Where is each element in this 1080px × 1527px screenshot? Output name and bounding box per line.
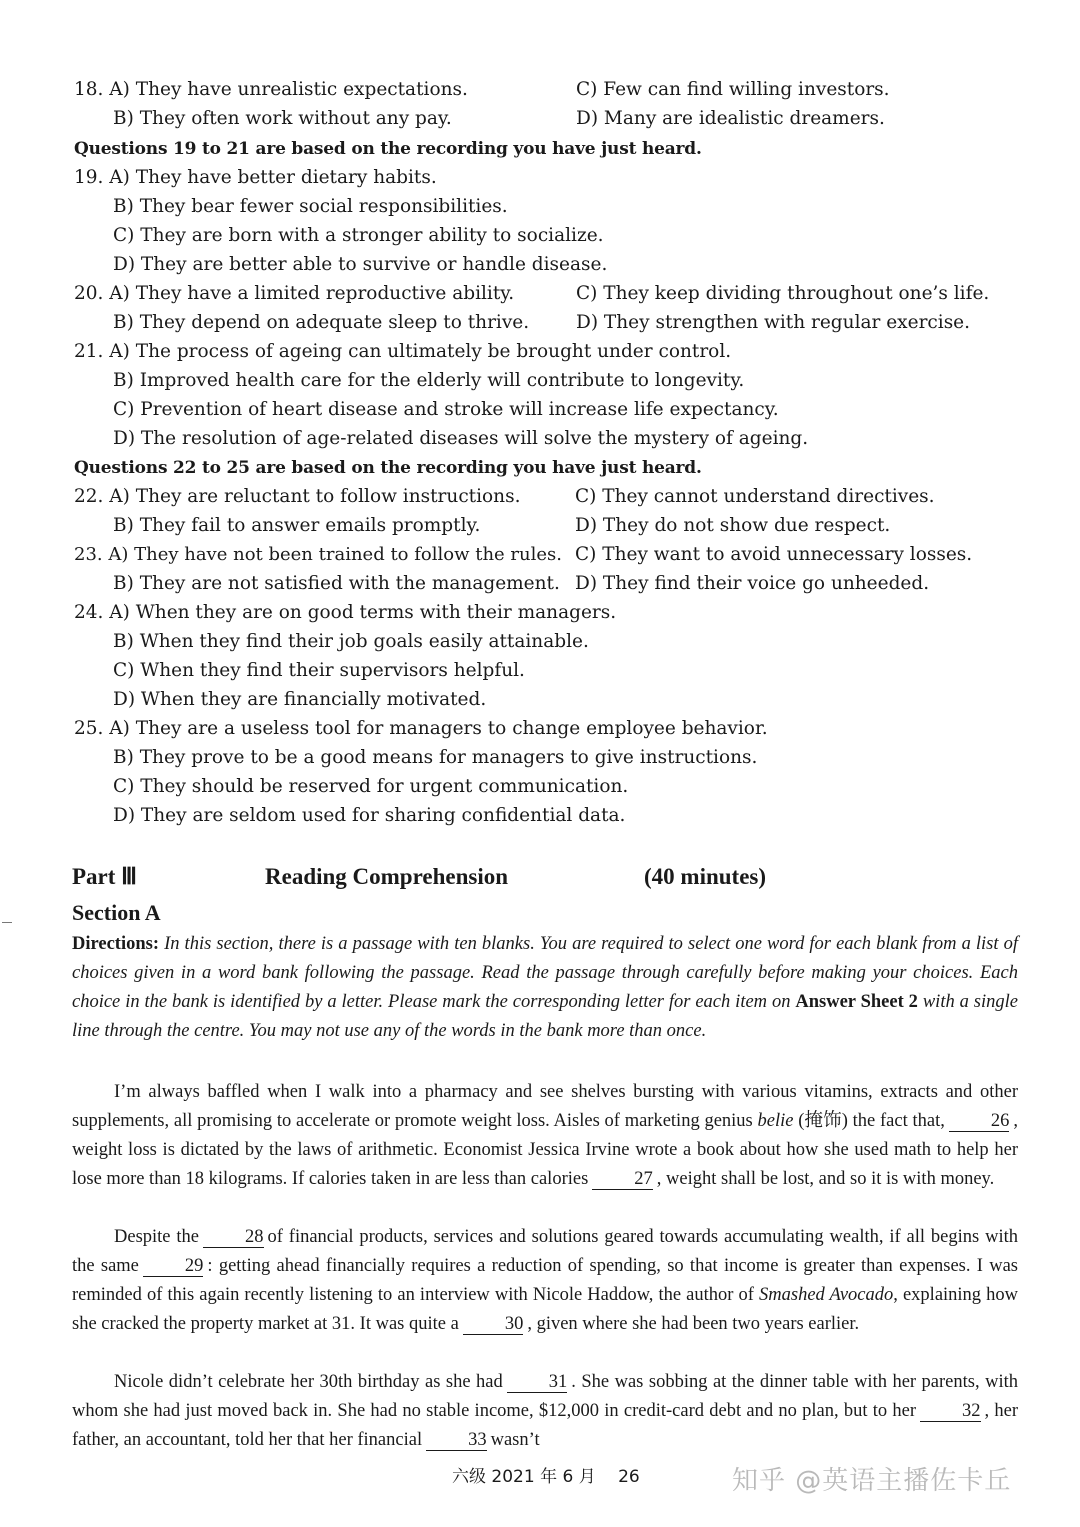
q25-option-c: C) They should be reserved for urgent communication.	[113, 776, 629, 797]
q21-option-b: B) Improved health care for the elderly will contribute to longevity.	[113, 370, 745, 391]
directions-text-1: In this section, there is a passage with ten blanks. You are required to select one word for each blank from a list of choices given in a word bank following the passage. Read the passage through carefully before making your choices. Each choice in the bank is identified by a letter. Please mark the corresponding letter for each item on	[72, 934, 1018, 1012]
p3-text-3: , her father, an accountant, told her that her financial	[72, 1401, 1019, 1450]
p2-book-title: Smashed Avocado	[759, 1285, 894, 1305]
q18-option-a: 18. A) They have unrealistic expectations.	[74, 79, 468, 100]
p1-text-4: , weight shall be lost, and so it is with money.	[656, 1169, 995, 1189]
part-time: (40 minutes)	[644, 864, 767, 889]
directions-paragraph	[72, 930, 1018, 1046]
blank-28: 28	[203, 1227, 264, 1248]
q21-option-a: 21. A) The process of ageing can ultimately be brought under control.	[74, 341, 732, 362]
q25-option-b: B) They prove to be a good means for managers to give instructions.	[113, 747, 758, 768]
questions-19-21-heading: Questions 19 to 21 are based on the recording you have just heard.	[74, 139, 702, 159]
passage-paragraph-3	[72, 1368, 1018, 1455]
p1-text-3: , weight loss is dictated by the laws of arithmetic. Economist Jessica Irvine wrote a book about how she used math to help her lose more than 18 kilograms. If calories taken in are less than calories	[72, 1111, 1018, 1189]
questions-22-25-heading: Questions 22 to 25 are based on the recording you have just heard.	[74, 458, 702, 478]
q24-option-c: C) When they find their supervisors helpful.	[113, 660, 525, 681]
p2-text-2: of financial products, services and solutions geared towards accumulating wealth, if all begins with the same	[72, 1227, 1018, 1276]
p3-text-1: Nicole didn’t celebrate her 30th birthday as she had	[114, 1372, 503, 1392]
watermark: 知乎 @英语主播佐卡丘	[732, 1466, 1012, 1496]
q25-option-a: 25. A) They are a useless tool for managers to change employee behavior.	[74, 718, 768, 739]
blank-27: 27	[592, 1169, 653, 1190]
p1-text-2: the fact that,	[852, 1111, 945, 1131]
page-footer: 六级 2021 年 6 月 26	[452, 1467, 640, 1487]
q20-option-a: 20. A) They have a limited reproductive ability.	[74, 283, 515, 304]
blank-30: 30	[463, 1314, 524, 1335]
p1-gloss: (掩饰)	[793, 1111, 853, 1131]
blank-32: 32	[920, 1401, 981, 1422]
q19-option-d: D) They are better able to survive or handle disease.	[113, 254, 608, 275]
blank-31: 31	[507, 1372, 568, 1393]
p3-text-4: wasn’t	[490, 1430, 540, 1450]
blank-26: 26	[949, 1111, 1010, 1132]
q24-option-b: B) When they find their job goals easily attainable.	[113, 631, 589, 652]
q18-option-d: D) Many are idealistic dreamers.	[576, 108, 885, 129]
q20-option-d: D) They strengthen with regular exercise.	[576, 312, 971, 333]
q19-option-b: B) They bear fewer social responsibilities.	[113, 196, 508, 217]
q22-option-c: C) They cannot understand directives.	[575, 486, 935, 507]
q24-option-d: D) When they are financially motivated.	[113, 689, 487, 710]
q19-option-a: 19. A) They have better dietary habits.	[74, 167, 437, 188]
q23-option-d: D) They find their voice go unheeded.	[575, 573, 930, 594]
p2-text-3: : getting ahead financially requires a reduction of spending, so that income is greater than expenses. I was reminded of this again recently listening to an interview with Nicole Haddow, the author of	[72, 1256, 1018, 1305]
directions-label: Directions:	[72, 934, 159, 954]
p3-text-2: . She was sobbing at the dinner table with her parents, with whom she had just moved back in. She had no stable income, $12,000 in credit-card debt and no plan, but to her	[72, 1372, 1018, 1421]
passage-paragraph-1	[72, 1078, 1018, 1194]
passage-paragraph-2	[72, 1223, 1018, 1339]
q24-option-a: 24. A) When they are on good terms with their managers.	[74, 602, 617, 623]
q25-option-d: D) They are seldom used for sharing confidential data.	[113, 805, 626, 826]
q21-option-d: D) The resolution of age-related diseases will solve the mystery of ageing.	[113, 428, 809, 449]
q20-option-b: B) They depend on adequate sleep to thrive.	[113, 312, 530, 333]
q22-option-d: D) They do not show due respect.	[575, 515, 891, 536]
blank-29: 29	[143, 1256, 204, 1277]
q23-option-b: B) They are not satisfied with the management.	[113, 573, 560, 594]
q22-option-b: B) They fail to answer emails promptly.	[113, 515, 481, 536]
q18-option-b: B) They often work without any pay.	[113, 108, 452, 129]
part-title: Reading Comprehension	[265, 864, 509, 889]
q23-option-a: 23. A) They have not been trained to follow the rules.	[74, 544, 562, 565]
p2-text-4: , explaining how she cracked the property market at 31. It was quite a	[72, 1285, 1019, 1334]
p1-text-1: I’m always baffled when I walk into a pharmacy and see shelves bursting with various vitamins, extracts and other supplements, all promising to accelerate or promote weight loss. Aisles of marketing genius	[72, 1082, 1018, 1131]
p2-text-5: , given where she had been two years earlier.	[527, 1314, 860, 1334]
q20-option-c: C) They keep dividing throughout one’s life.	[576, 283, 990, 304]
margin-mark	[2, 922, 12, 923]
section-heading: Section A	[72, 900, 161, 925]
directions-text-2: with a single line through the centre. You may not use any of the words in the bank more than once.	[72, 992, 1018, 1041]
blank-33: 33	[426, 1430, 487, 1451]
directions-answer-sheet: Answer Sheet 2	[795, 992, 918, 1012]
q19-option-c: C) They are born with a stronger ability to socialize.	[113, 225, 604, 246]
part-label: Part Ⅲ	[72, 864, 138, 889]
q21-option-c: C) Prevention of heart disease and stroke will increase life expectancy.	[113, 399, 779, 420]
q23-option-c: C) They want to avoid unnecessary losses.	[575, 544, 973, 565]
p1-word-belie: belie	[757, 1111, 794, 1131]
p2-text-1: Despite the	[114, 1227, 199, 1247]
q18-option-c: C) Few can find willing investors.	[576, 79, 890, 100]
q22-option-a: 22. A) They are reluctant to follow instructions.	[74, 486, 521, 507]
